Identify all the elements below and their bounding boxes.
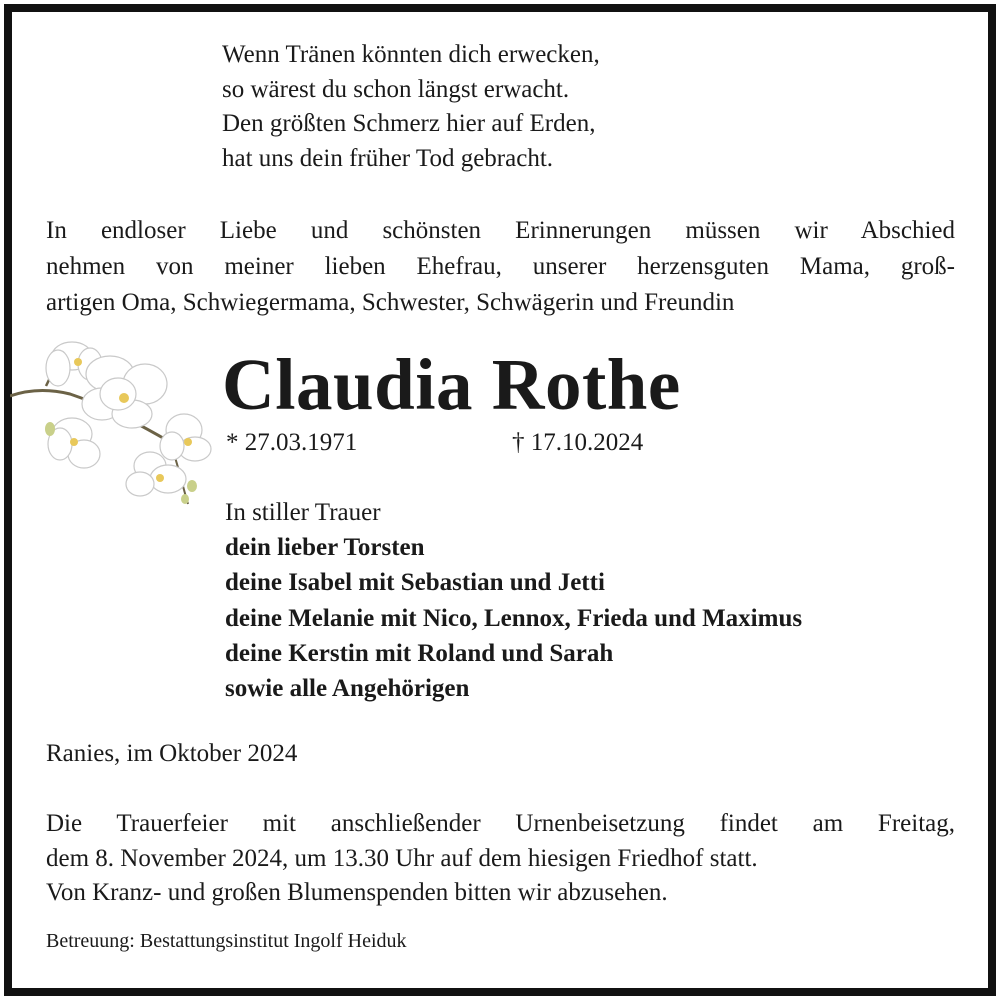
farewell-text [46,213,955,321]
mourner-line: deine Melanie mit Nico, Lennox, Frieda und Maximus [225,604,803,632]
poem-line: so wärest du schon längst erwacht. [222,75,570,103]
mourner-line: deine Isabel mit Sebastian und Jetti [225,569,605,597]
birth-date: * 27.03.1971 [226,429,358,456]
poem-line: hat uns dein früher Tod gebracht. [222,144,554,172]
ceremony-line: Von Kranz- und großen Blumenspenden bitten wir abzusehen. [46,879,668,906]
mourners-heading: In stiller Trauer [225,499,381,526]
orchid-icon [10,334,215,514]
ceremony-line: Die Trauerfeier mit anschließender Urnenbeisetzung findet am Freitag, [46,810,955,837]
mourner-line: dein lieber Torsten [225,534,425,562]
mourner-line: sowie alle Angehörigen [225,675,470,703]
ceremony-info [46,807,955,911]
poem-line: Wenn Tränen könnten dich erwecken, [222,41,600,68]
poem-line: Den größten Schmerz hier auf Erden, [222,110,596,137]
place-date: Ranies, im Oktober 2024 [46,740,298,767]
farewell-line: artigen Oma, Schwiegermama, Schwester, Schwägerin und Freundin [46,289,735,316]
farewell-line: In endloser Liebe und schönsten Erinnerungen müssen wir Abschied [46,217,955,244]
undertaker-credit: Betreuung: Bestattungsinstitut Ingolf Heiduk [46,930,407,952]
death-date: † 17.10.2024 [512,429,644,456]
deceased-name: Claudia Rothe [222,344,681,425]
poem [222,38,600,176]
farewell-line: nehmen von meiner lieben Ehefrau, unserer herzensguten Mama, groß- [46,253,955,280]
mourner-line: deine Kerstin mit Roland und Sarah [225,639,614,667]
ceremony-line: dem 8. November 2024, um 13.30 Uhr auf dem hiesigen Friedhof statt. [46,844,758,872]
mourners-list [225,495,802,706]
